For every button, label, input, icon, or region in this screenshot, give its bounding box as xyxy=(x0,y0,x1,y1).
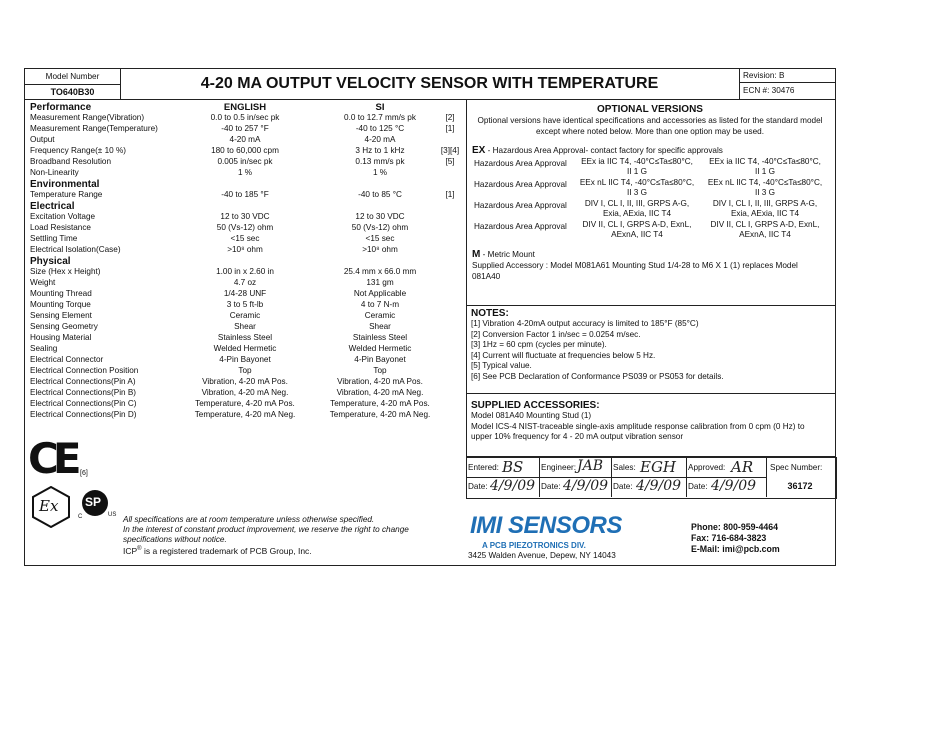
spec-note: [2] xyxy=(445,113,455,122)
accessory-line: Model ICS-4 NIST-traceable single-axis amplitude response calibration from 0 cpm (0 Hz) to xyxy=(471,421,805,431)
spec-si: >10⁸ ohm xyxy=(362,245,398,254)
phone: Phone: 800-959-4464 xyxy=(691,522,779,532)
spec-label: Sealing xyxy=(30,344,58,353)
spec-row xyxy=(30,157,460,168)
approval-value: II 1 G xyxy=(754,167,776,176)
note-item: [5] Typical value. xyxy=(471,361,532,370)
spec-si: Welded Hermetic xyxy=(348,344,412,353)
spec-english: <15 sec xyxy=(230,234,260,243)
spec-row xyxy=(30,399,460,410)
spec-si: 0.13 mm/s pk xyxy=(355,157,405,166)
csa-mark-text: SP xyxy=(85,495,102,509)
engineer-date: 4/9/09 xyxy=(563,478,609,494)
fax: Fax: 716-684-3823 xyxy=(691,533,767,543)
approval-value: Exia, AExia, IIC T4 xyxy=(730,209,800,218)
spec-row xyxy=(30,311,460,322)
m-code: M xyxy=(472,249,481,260)
spec-number-label: Spec Number: xyxy=(770,463,823,472)
spec-si: <15 sec xyxy=(365,234,395,243)
spec-si: Ceramic xyxy=(364,311,396,320)
spec-label: Electrical Connections(Pin B) xyxy=(30,388,137,397)
imi-sensors-logo: IMI SENSORS xyxy=(470,512,622,539)
spec-note: [1] xyxy=(445,190,455,199)
spec-label: Settling Time xyxy=(30,234,78,243)
spec-english: Stainless Steel xyxy=(217,333,273,342)
spec-si: Shear xyxy=(369,322,391,331)
hazardous-approval-label: Hazardous Area Approval xyxy=(474,159,567,168)
spec-english: 1/4-28 UNF xyxy=(223,289,267,298)
footnote-line: In the interest of constant product improvement, we reserve the right to change xyxy=(123,525,409,534)
spec-row xyxy=(30,410,460,421)
header-divider xyxy=(739,69,740,99)
spec-english: Top xyxy=(238,366,252,375)
approval-value: EEx nL IIC T4, -40°C≤Ta≤80°C, xyxy=(579,178,695,187)
date-label: Date: xyxy=(541,482,561,491)
optional-intro-line: Optional versions have identical specifications and accessories as listed for the standard model xyxy=(477,116,823,125)
spec-row xyxy=(30,366,460,377)
spec-label: Electrical Connections(Pin A) xyxy=(30,377,136,386)
accessories-list xyxy=(471,411,831,443)
date-label: Date: xyxy=(613,482,633,491)
icp-trademark: ICP® is a registered trademark of PCB Group, Inc. xyxy=(123,546,312,556)
environmental-heading: Environmental xyxy=(30,179,100,190)
spec-label: Measurement Range(Temperature) xyxy=(30,124,158,133)
spec-label: Size (Hex x Height) xyxy=(30,267,101,276)
approval-value: EEx ia IIC T4, -40°C≤Ta≤80°C, xyxy=(581,157,693,166)
approval-value: EEx nL IIC T4, -40°C≤Ta≤80°C, xyxy=(707,178,823,187)
spec-label: Housing Material xyxy=(30,333,92,342)
spec-label: Temperature Range xyxy=(30,190,103,199)
spec-english: -40 to 257 °F xyxy=(221,124,269,133)
page-title: 4-20 MA OUTPUT VELOCITY SENSOR WITH TEMPERATURE xyxy=(200,75,659,92)
spec-label: Electrical Connections(Pin D) xyxy=(30,410,137,419)
accessories-title: SUPPLIED ACCESSORIES: xyxy=(471,400,600,411)
spec-label: Mounting Thread xyxy=(30,289,92,298)
spec-row xyxy=(30,190,460,201)
spec-si: Stainless Steel xyxy=(352,333,408,342)
m-option xyxy=(472,250,535,261)
si-heading: SI xyxy=(375,102,385,113)
spec-row xyxy=(30,267,460,278)
approved-date: 4/9/09 xyxy=(711,478,757,494)
spec-english: >10⁸ ohm xyxy=(227,245,263,254)
note-item: [3] 1Hz = 60 cpm (cycles per minute). xyxy=(471,340,607,349)
optional-versions-title: OPTIONAL VERSIONS xyxy=(597,104,703,115)
m-accessory xyxy=(472,261,832,282)
email: E-Mail: imi@pcb.com xyxy=(691,544,780,554)
approval-value: II 3 G xyxy=(754,188,776,197)
signoff-divider xyxy=(611,457,612,497)
ce-mark-icon: CE xyxy=(28,434,76,483)
note-item: [1] Vibration 4-20mA output accuracy is limited to 185°F (85°C) xyxy=(471,319,699,328)
model-label: Model Number xyxy=(45,72,100,81)
approval-value: EEx ia IIC T4, -40°C≤Ta≤80°C, xyxy=(709,157,821,166)
english-heading: ENGLISH xyxy=(223,102,267,113)
approval-value: DIV I, CL I, II, III, GRPS A-G, xyxy=(584,199,690,208)
spec-si: 1 % xyxy=(372,168,388,177)
hazardous-approval-label: Hazardous Area Approval xyxy=(474,180,567,189)
approval-value: II 1 G xyxy=(626,167,648,176)
m-accessory-line: 081A40 xyxy=(472,271,501,281)
model-number: TO640B30 xyxy=(50,87,95,97)
spec-english: Temperature, 4-20 mA Neg. xyxy=(194,410,296,419)
note-item: [6] See PCB Declaration of Conformance PS039 or PS053 for details. xyxy=(471,371,724,381)
footnote-line: All specifications are at room temperature unless otherwise specified. xyxy=(123,515,375,524)
signoff-divider xyxy=(766,457,767,497)
approval-value: AExnA, IIC T4 xyxy=(611,230,663,239)
model-rule xyxy=(25,84,120,85)
spec-english: 3 to 5 ft-lb xyxy=(226,300,264,309)
spec-label: Excitation Voltage xyxy=(30,212,96,221)
approval-value: AExnA, IIC T4 xyxy=(739,230,791,239)
ecn-number: ECN #: 30476 xyxy=(743,86,795,95)
entered-date: 4/9/09 xyxy=(490,478,536,494)
spec-english: 0.005 in/sec pk xyxy=(217,157,273,166)
m-description: - Metric Mount xyxy=(480,250,535,259)
notes-bottom-rule xyxy=(466,393,835,394)
contact-block xyxy=(691,522,780,555)
spec-english: 1 % xyxy=(237,168,253,177)
optional-bottom-rule xyxy=(466,305,835,306)
ex-mark-icon xyxy=(30,486,72,528)
header-bottom-rule xyxy=(25,99,835,100)
engineer-label: Engineer: xyxy=(541,463,577,472)
sales-signature: EGH xyxy=(640,458,677,476)
spec-number: 36172 xyxy=(787,481,813,491)
spec-label: Sensing Geometry xyxy=(30,322,98,331)
spec-english: 4-Pin Bayonet xyxy=(219,355,271,364)
csa-mark-icon xyxy=(80,488,116,524)
signoff-divider xyxy=(539,457,540,497)
sales-date: 4/9/09 xyxy=(636,478,682,494)
csa-c: C xyxy=(78,514,83,520)
company-division: A PCB PIEZOTRONICS DIV. xyxy=(482,541,586,550)
spec-label: Electrical Connection Position xyxy=(30,366,139,375)
signoff-divider xyxy=(686,457,687,497)
spec-row xyxy=(30,355,460,366)
approval-value: DIV II, CL I, GRPS A-D, ExnL, xyxy=(710,220,820,229)
spec-english: 4-20 mA xyxy=(229,135,261,144)
spec-si: 12 to 30 VDC xyxy=(355,212,405,221)
approved-signature: AR xyxy=(731,458,754,476)
ex-description: - Hazardous Area Approval- contact factory for specific approvals xyxy=(485,146,723,155)
spec-note: [1] xyxy=(445,124,455,133)
spec-row xyxy=(30,223,460,234)
approved-label: Approved: xyxy=(688,463,726,472)
spec-si: 3 Hz to 1 kHz xyxy=(355,146,405,155)
spec-label: Non-Linearity xyxy=(30,168,79,177)
spec-row xyxy=(30,168,460,179)
spec-si: 0.0 to 12.7 mm/s pk xyxy=(344,113,416,122)
csa-us: US xyxy=(108,512,117,518)
approval-value: II 3 G xyxy=(626,188,648,197)
header-divider xyxy=(120,69,121,99)
engineer-signature: JAB xyxy=(577,458,604,474)
spec-english: 12 to 30 VDC xyxy=(220,212,270,221)
date-label: Date: xyxy=(688,482,708,491)
icp-prefix: ICP xyxy=(123,546,138,556)
ex-option xyxy=(472,146,723,157)
spec-row xyxy=(30,135,460,146)
spec-label: Broadband Resolution xyxy=(30,157,112,166)
footnote-line: specifications without notice. xyxy=(123,535,227,544)
revision: Revision: B xyxy=(743,71,785,80)
spec-row xyxy=(30,388,460,399)
spec-si: 4-Pin Bayonet xyxy=(354,355,406,364)
ce-note: [6] xyxy=(80,470,88,477)
spec-row xyxy=(30,212,460,223)
spec-english: Shear xyxy=(234,322,256,331)
spec-english: Ceramic xyxy=(229,311,261,320)
spec-row xyxy=(30,146,460,157)
spec-si: 4 to 7 N-m xyxy=(360,300,400,309)
spec-note: [5] xyxy=(445,157,455,166)
spec-row xyxy=(30,344,460,355)
date-label: Date: xyxy=(468,482,488,491)
optional-intro-line: except where noted below. More than one option may be used. xyxy=(535,126,765,136)
spec-note: [3][4] xyxy=(440,146,460,155)
spec-english: 4.7 oz xyxy=(233,278,257,287)
spec-row xyxy=(30,278,460,289)
entered-signature: BS xyxy=(502,458,524,476)
spec-si: Not Applicable xyxy=(353,289,407,298)
m-accessory-line: Supplied Accessory : Model M081A61 Mounting Stud 1/4-28 to M6 X 1 (1) replaces Model xyxy=(472,261,798,270)
spec-row xyxy=(30,113,460,124)
hazardous-approval-label: Hazardous Area Approval xyxy=(474,222,567,231)
approval-value: DIV I, CL I, II, III, GRPS A-G, xyxy=(712,199,818,208)
spec-si: -40 to 85 °C xyxy=(358,190,402,199)
ex-mark-text: Ex xyxy=(39,497,59,515)
spec-english: -40 to 185 °F xyxy=(221,190,269,199)
spec-si: Vibration, 4-20 mA Pos. xyxy=(337,377,423,386)
footnote-disclaimer xyxy=(123,515,463,545)
spec-row xyxy=(30,333,460,344)
note-item: [4] Current will fluctuate at frequencies below 5 Hz. xyxy=(471,350,656,360)
entered-label: Entered: xyxy=(468,463,499,472)
sales-label: Sales: xyxy=(613,463,636,472)
note-item: [2] Conversion Factor 1 in/sec = 0.0254 m/sec. xyxy=(471,329,641,339)
spec-english: Vibration, 4-20 mA Pos. xyxy=(202,377,288,386)
spec-label: Output xyxy=(30,135,55,144)
company-address: 3425 Walden Avenue, Depew, NY 14043 xyxy=(468,551,616,560)
spec-label: Sensing Element xyxy=(30,311,92,320)
ex-code: EX xyxy=(472,145,486,156)
spec-label: Frequency Range(± 10 %) xyxy=(30,146,126,155)
spec-si: 4-20 mA xyxy=(364,135,396,144)
spec-english: Welded Hermetic xyxy=(213,344,277,353)
spec-english: Vibration, 4-20 mA Neg. xyxy=(201,388,289,397)
spec-label: Electrical Isolation(Case) xyxy=(30,245,121,254)
spec-label: Measurement Range(Vibration) xyxy=(30,113,145,122)
spec-label: Mounting Torque xyxy=(30,300,91,309)
notes-title: NOTES: xyxy=(471,308,509,319)
revision-rule xyxy=(739,82,835,83)
spec-row xyxy=(30,124,460,135)
spec-row xyxy=(30,234,460,245)
spec-english: Temperature, 4-20 mA Pos. xyxy=(195,399,295,408)
accessory-line: upper 10% frequency for 4 - 20 mA output vibration sensor xyxy=(471,432,684,441)
icp-suffix: is a registered trademark of PCB Group, Inc. xyxy=(141,546,312,556)
spec-si: 25.4 mm x 66.0 mm xyxy=(343,267,417,276)
spec-si: 50 (Vs-12) ohm xyxy=(351,223,409,232)
spec-label: Electrical Connector xyxy=(30,355,104,364)
notes-list xyxy=(471,319,831,382)
physical-heading: Physical xyxy=(30,256,71,267)
spec-label: Weight xyxy=(30,278,56,287)
spec-row xyxy=(30,300,460,311)
electrical-heading: Electrical xyxy=(30,201,75,212)
spec-si: Top xyxy=(373,366,387,375)
spec-si: 131 gm xyxy=(366,278,394,287)
spec-english: 180 to 60,000 cpm xyxy=(211,146,279,155)
spec-si: -40 to 125 °C xyxy=(355,124,405,133)
optional-intro xyxy=(470,116,830,137)
accessory-line: Model 081A40 Mounting Stud (1) xyxy=(471,411,592,420)
spec-english: 1.00 in x 2.60 in xyxy=(216,267,274,276)
hazardous-approval-label: Hazardous Area Approval xyxy=(474,201,567,210)
spec-row xyxy=(30,322,460,333)
spec-si: Vibration, 4-20 mA Neg. xyxy=(336,388,424,397)
spec-row xyxy=(30,377,460,388)
performance-heading: Performance xyxy=(30,102,92,113)
spec-label: Load Resistance xyxy=(30,223,91,232)
approval-value: Exia, AExia, IIC T4 xyxy=(602,209,672,218)
spec-label: Electrical Connections(Pin C) xyxy=(30,399,137,408)
spec-si: Temperature, 4-20 mA Pos. xyxy=(330,399,430,408)
spec-row xyxy=(30,289,460,300)
spec-english: 50 (Vs-12) ohm xyxy=(216,223,274,232)
approval-value: DIV II, CL I, GRPS A-D, ExnL, xyxy=(582,220,692,229)
spec-si: Temperature, 4-20 mA Neg. xyxy=(329,410,431,419)
spec-english: 0.0 to 0.5 in/sec pk xyxy=(210,113,280,122)
spec-row xyxy=(30,245,460,256)
